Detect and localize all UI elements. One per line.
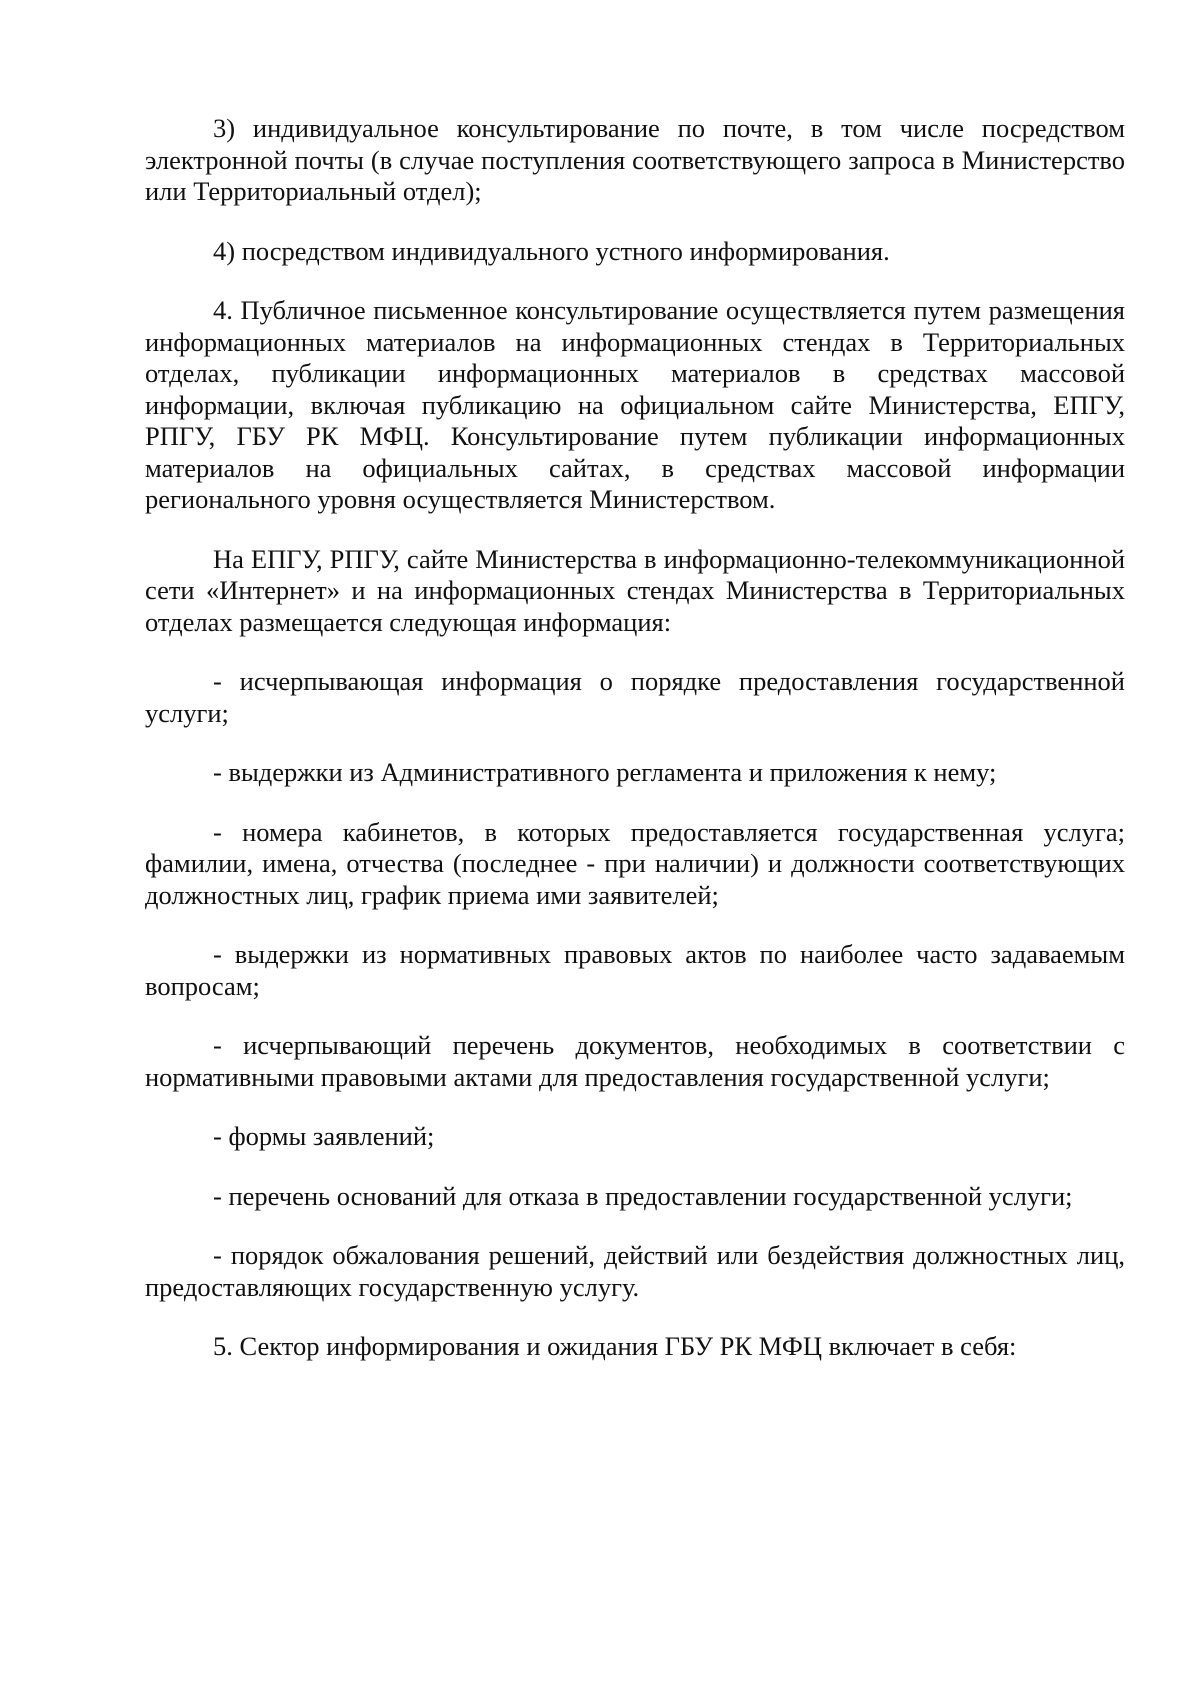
list-item-regulation-excerpts: - выдержки из Административного регламента и приложения к нему; xyxy=(213,757,997,787)
list-item-refusal-grounds: - перечень оснований для отказа в предоставлении государственной услуги; xyxy=(213,1180,1073,1211)
paragraph-item-4: 4) посредством индивидуального устного информирования. xyxy=(213,235,890,266)
list-item-office-numbers: - номера кабинетов, в которых предоставляется государственная услуга; фамилии, имена, отчества (последнее - при наличии) и должности соответствующих должностных лиц, график приема ими заявителей; xyxy=(145,816,1125,910)
list-item-application-forms: - формы заявлений; xyxy=(213,1121,435,1151)
paragraph-posted-info-intro: На ЕПГУ, РПГУ, сайте Министерства в информационно-телекоммуникационной сети «Интернет» и на информационных стендах Министерства в Территориальных отделах размещается следующая информация: xyxy=(145,543,1125,637)
paragraph-point-4: 4. Публичное письменное консультирование осуществляется путем размещения информационных материалов на информационных стендах в Территориальных отделах, публикации информационных материалов в средствах массовой информации, включая публикацию на официальном сайте Министерства, ЕПГУ, РПГУ, ГБУ РК МФЦ. Консультирование путем публикации информационных материалов на официальных сайтах, в средствах массовой информации регионального уровня осуществляется Министерством. xyxy=(145,295,1125,514)
list-item-legal-excerpts: - выдержки из нормативных правовых актов по наиболее часто задаваемым вопросам; xyxy=(145,939,1125,1001)
list-item-service-procedure: - исчерпывающая информация о порядке предоставления государственной услуги; xyxy=(145,666,1125,728)
paragraph-point-5: 5. Сектор информирования и ожидания ГБУ РК МФЦ включает в себя: xyxy=(213,1331,1017,1361)
list-item-documents-list: - исчерпывающий перечень документов, необходимых в соответствии с нормативными правовыми актами для предоставления государственной услуги; xyxy=(145,1030,1125,1092)
document-page xyxy=(145,113,1125,1363)
paragraph-item-3: 3) индивидуальное консультирование по почте, в том числе посредством электронной почты (в случае поступления соответствующего запроса в Министерство или Территориальный отдел); xyxy=(145,113,1125,206)
list-item-appeal-procedure: - порядок обжалования решений, действий или бездействия должностных лиц, предоставляющих государственную услугу. xyxy=(145,1240,1125,1302)
